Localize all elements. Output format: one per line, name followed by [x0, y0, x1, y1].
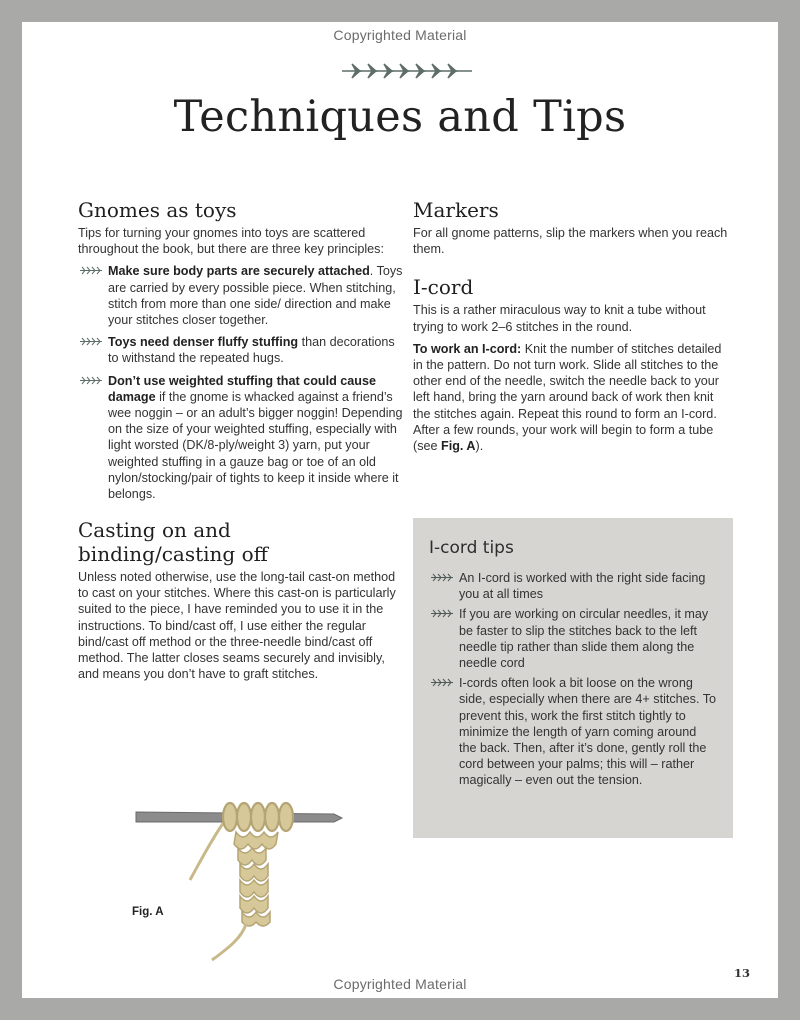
leaf-sprig-icon	[340, 60, 474, 82]
gnomes-as-toys-intro: Tips for turning your gnomes into toys are scattered throughout the book, but there are three key principles:	[78, 226, 384, 257]
gnomes-as-toys-section	[78, 198, 404, 502]
icord-tips-list	[429, 570, 717, 789]
page-title: Techniques and Tips	[173, 92, 627, 142]
icord-tips-box	[413, 518, 733, 838]
list-item: An I-cord is worked with the right side facing you at all times	[429, 570, 717, 602]
copyright-watermark-bottom: Copyrighted Material	[333, 976, 467, 992]
gnomes-as-toys-heading: Gnomes as toys	[78, 198, 237, 222]
markers-text: For all gnome patterns, slip the markers when you reach them.	[413, 226, 728, 257]
casting-text: Unless noted otherwise, use the long-tail cast-on method to cast on your stitches. Where this cast-on is particularly suited to the piece, I have reminded you to use it in the instructions. To bind/cast off, I use either the regular bind/cast off method or the three-needle bind/cast off method. The latter closes seams securely and invisibly, and means you don’t have to graft stitches.	[78, 570, 396, 682]
sprig-bullet-icon	[430, 678, 454, 687]
markers-section	[413, 198, 733, 257]
markers-heading: Markers	[413, 198, 499, 222]
sprig-bullet-icon	[79, 376, 103, 385]
list-item: I-cords often look a bit loose on the wrong side, especially when there are 4+ stitches. To prevent this, work the first stitch tightly to minimize the length of yarn coming around the back. Then, after it’s done, gently roll the cord between your palms; this will – rather magically – even out the tension.	[429, 675, 717, 788]
right-column	[413, 198, 733, 460]
figure-label: Fig. A	[132, 906, 164, 918]
gnome-tips-list	[78, 263, 404, 502]
sprig-bullet-icon	[79, 266, 103, 275]
page-number: 13	[734, 966, 751, 980]
casting-section	[78, 518, 404, 682]
sprig-bullet-icon	[430, 609, 454, 618]
book-page	[22, 22, 778, 998]
list-item: Make sure body parts are securely attached. Toys are carried by every possible piece. When stitching, stitch from more than one side/ direction and make your stitches closer together.	[78, 263, 404, 328]
icord-tips-title: I-cord tips	[429, 538, 514, 558]
icord-section	[413, 275, 733, 454]
icord-heading: I-cord	[413, 275, 474, 300]
list-item: If you are working on circular needles, it may be faster to slip the stitches back to the left needle tip rather than slide them along the needle cord	[429, 606, 717, 671]
left-column	[78, 198, 404, 516]
casting-heading: Casting on and binding/casting off	[78, 518, 268, 566]
copyright-watermark-top: Copyrighted Material	[333, 27, 467, 43]
icord-intro: This is a rather miraculous way to knit a tube without trying to work 2–6 stitches in the round.	[413, 303, 706, 334]
sprig-bullet-icon	[79, 337, 103, 346]
list-item: Toys need denser fluffy stuffing than decorations to withstand the repeated hugs.	[78, 334, 404, 366]
knitting-i-cord-illustration	[130, 792, 350, 962]
list-item: Don’t use weighted stuffing that could cause damage if the gnome is whacked against a friend’s wee noggin – or an adult’s bigger noggin! Depending on the size of your weighted stuffing, especially with light worsted (DK/8-ply/weight 3) yarn, put your weighted stuffing in a gauze bag or toe of an old nylon/stocking/pair of tights to keep it inside where it belongs.	[78, 373, 404, 503]
icord-howto: To work an I-cord: Knit the number of stitches detailed in the pattern. Do not turn work. Slide all stitches to the other end of the needle, switch the needle back to your left hand, bring the yarn around back of work then knit the stitches again. Repeat this round to form an I-cord. After a few rounds, your work will begin to form a tube (see Fig. A).	[413, 341, 722, 454]
sprig-bullet-icon	[430, 573, 454, 582]
